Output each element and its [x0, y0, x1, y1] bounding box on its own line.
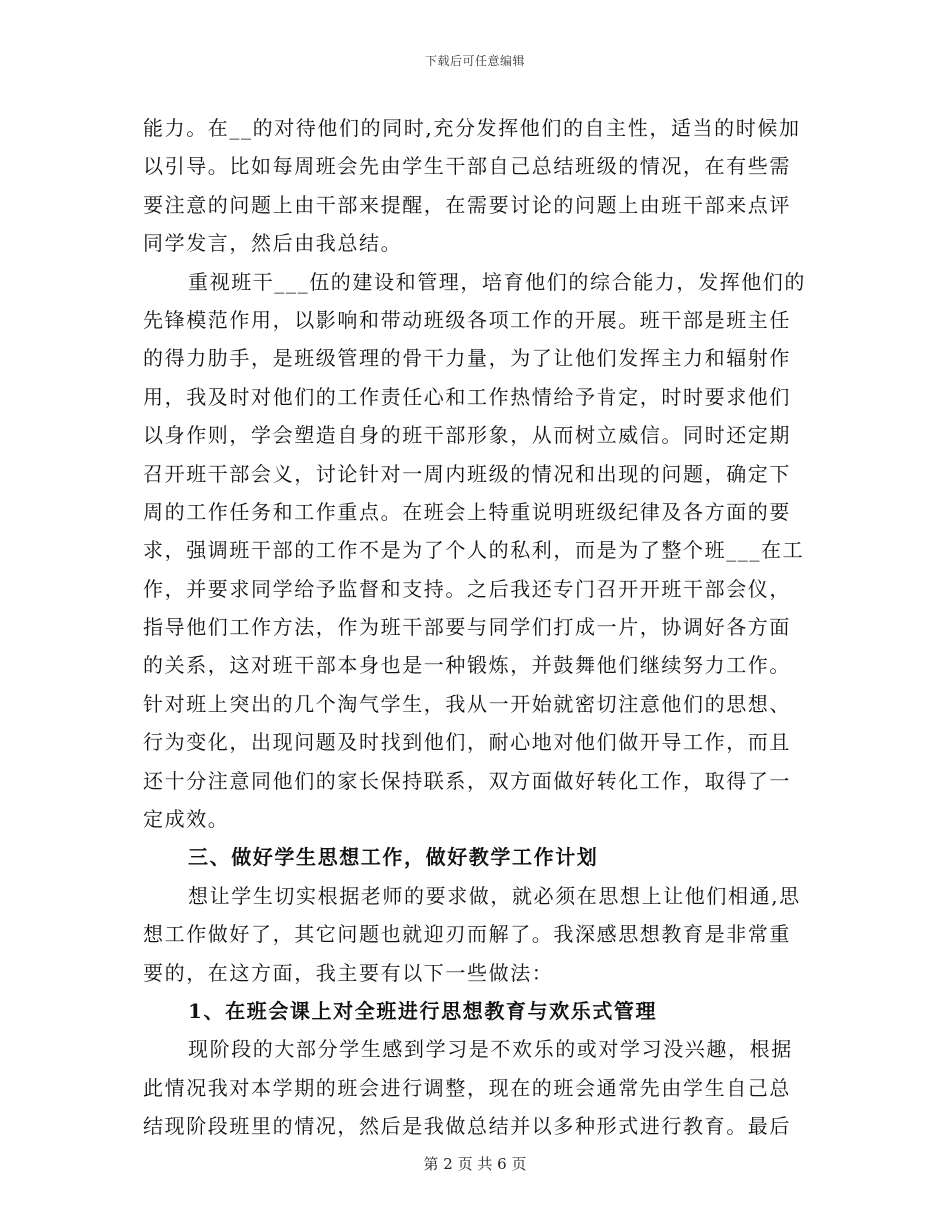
text-line: 要注意的问题上由干部来提醒，在需要讨论的问题上由班干部来点评: [143, 192, 791, 217]
text-line: 要的，在这方面，我主要有以下一些做法：: [143, 960, 554, 985]
text-line: 以引导。比如每周班会先由学生干部自己总结班级的情况，在有些需: [143, 154, 791, 179]
text-line: 还十分注意同他们的家长保持联系，双方面做好转化工作，取得了一: [143, 768, 791, 793]
paragraph-first-line: 重视班干___伍的建设和管理，培育他们的综合能力，发挥他们的: [188, 269, 806, 294]
page-number-footer: 第 2 页 共 6 页: [423, 1155, 527, 1173]
text-line: 以身作则，学会塑造自身的班干部形象，从而树立威信。同时还定期: [143, 423, 791, 448]
text-line: 作，并要求同学给予监督和支持。之后我还专门召开开班干部会仪，: [143, 576, 791, 601]
text-line: 针对班上突出的几个淘气学生，我从一开始就密切注意他们的思想、: [143, 691, 791, 716]
subsection-heading: 1、在班会课上对全班进行思想教育与欢乐式管理: [188, 998, 658, 1023]
text-line: 先锋模范作用，以影响和带动班级各项工作的开展。班干部是班主任: [143, 307, 791, 332]
paragraph-first-line: 想让学生切实根据老师的要求做，就必须在思想上让他们相通,思: [188, 883, 801, 908]
text-line: 能力。在__的对待他们的同时,充分发挥他们的自主性，适当的时候加: [143, 116, 801, 140]
text-line: 求，强调班干部的工作不是为了个人的私利，而是为了整个班___在工: [143, 538, 805, 563]
text-line: 的得力肋手，是班级管理的骨干力量，为了让他们发挥主力和辐射作: [143, 346, 791, 371]
section-heading: 三、做好学生思想工作，做好教学工作计划: [188, 845, 599, 870]
text-line: 结现阶段班里的情况，然后是我做总结并以多种形式进行教育。最后: [143, 1114, 791, 1139]
text-line: 想工作做好了，其它问题也就迎刃而解了。我深感思想教育是非常重: [143, 922, 791, 947]
text-line: 此情况我对本学期的班会进行调整，现在的班会通常先由学生自己总: [143, 1075, 791, 1100]
text-line: 指导他们工作方法，作为班干部要与同学们打成一片，协调好各方面: [143, 615, 791, 640]
text-line: 定成效。: [143, 807, 230, 832]
text-line: 用，我及时对他们的工作责任心和工作热情给予肯定，时时要求他们: [143, 384, 791, 409]
text-line: 召开班干部会义，讨论针对一周内班级的情况和出现的问题，确定下: [143, 461, 791, 486]
page-header: 下载后可任意编辑: [424, 54, 525, 68]
text-line: 行为变化，出现问题及时找到他们，耐心地对他们做开导工作，而且: [143, 730, 791, 755]
document-body: [143, 109, 807, 1146]
text-line: 周的工作任务和工作重点。在班会上特重说明班级纪律及各方面的要: [143, 499, 791, 524]
text-line: 的关系，这对班干部本身也是一种锻炼，并鼓舞他们继续努力工作。: [143, 653, 791, 678]
text-line: 同学发言，然后由我总结。: [143, 231, 403, 256]
paragraph-first-line: 现阶段的大部分学生感到学习是不欢乐的或对学习没兴趣，根据: [188, 1037, 793, 1062]
